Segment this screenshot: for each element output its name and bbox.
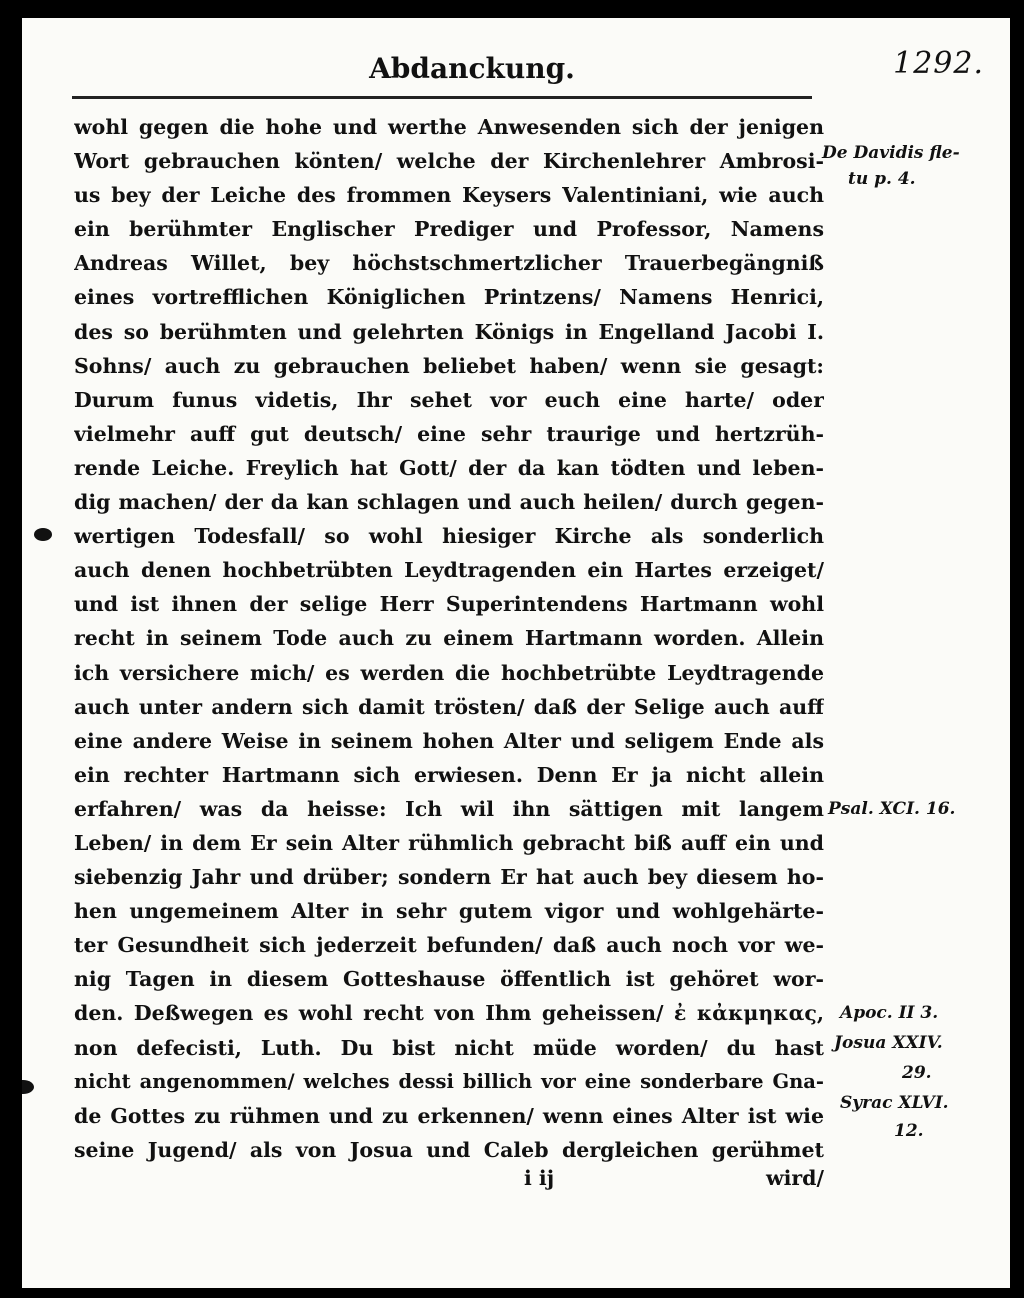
text-line: non defecisti, Luth. Du bist nicht müde worden/ du hast xyxy=(74,1035,824,1060)
ink-blot xyxy=(34,528,52,541)
margin-note-psalm: Psal. XCI. 16. xyxy=(828,799,956,819)
text-line: ich versichere mich/ es werden die hochbetrübte Leydtragende xyxy=(74,660,824,685)
text-line: und ist ihnen der selige Herr Superintendens Hartmann wohl xyxy=(74,592,824,617)
signature-mark: i ij xyxy=(524,1166,555,1190)
ink-blot xyxy=(22,1080,34,1094)
scanned-page xyxy=(22,18,1010,1288)
text-line: eines vortrefflichen Königlichen Printzens/ Namens Henrici, xyxy=(74,285,824,310)
text-line: recht in seinem Tode auch zu einem Hartmann worden. Allein xyxy=(74,626,824,651)
text-line: dig machen/ der da kan schlagen und auch heilen/ durch gegen- xyxy=(74,490,824,515)
page-number: 1292. xyxy=(893,46,984,81)
text-line: nig Tagen in diesem Gotteshause öffentlich ist gehöret wor- xyxy=(74,967,824,992)
margin-note-davidis-page: tu p. 4. xyxy=(848,169,916,189)
text-line: Andreas Willet, bey höchstschmertzlicher Trauerbegängniß xyxy=(74,251,824,276)
margin-note-josua-verse: 29. xyxy=(902,1063,932,1083)
text-line: ein rechter Hartmann sich erwiesen. Denn Er ja nicht allein xyxy=(74,762,824,787)
text-line: wohl gegen die hohe und werthe Anwesenden sich der jenigen xyxy=(74,115,824,139)
running-header: Abdanckung. xyxy=(369,52,575,85)
text-line: auch denen hochbetrübten Leydtragenden ein Hartes erzeiget/ xyxy=(74,558,824,583)
text-line: den. Deßwegen es wohl recht von Ihm geheissen/ ἐ κἀκμηκας, xyxy=(74,1001,824,1026)
text-line: auch unter andern sich damit trösten/ daß der Selige auch auff xyxy=(74,694,824,719)
text-line: us bey der Leiche des frommen Keysers Valentiniani, wie auch xyxy=(74,183,824,208)
margin-note-syrac: Syrac XLVI. xyxy=(840,1093,949,1113)
text-line: Leben/ in dem Er sein Alter rühmlich gebracht biß auff ein und xyxy=(74,830,824,855)
text-line: hen ungemeinem Alter in sehr gutem vigor und wohlgehärte- xyxy=(74,899,824,924)
text-line: rende Leiche. Freylich hat Gott/ der da kan tödten und leben- xyxy=(74,455,824,480)
text-line: Wort gebrauchen könten/ welche der Kirchenlehrer Ambrosi- xyxy=(74,149,824,174)
catchword: wird/ xyxy=(765,1166,824,1190)
text-line: des so berühmten und gelehrten Königs in Engelland Jacobi I. xyxy=(74,319,824,344)
text-line: eine andere Weise in seinem hohen Alter und seligem Ende als xyxy=(74,728,824,753)
text-line: erfahren/ was da heisse: Ich wil ihn sättigen mit langem xyxy=(74,796,824,821)
text-line: siebenzig Jahr und drüber; sondern Er hat auch bey diesem ho- xyxy=(74,865,824,890)
text-line: nicht angenommen/ welches dessi billich vor eine sonderbare Gna- xyxy=(74,1069,824,1093)
text-line: de Gottes zu rühmen und zu erkennen/ wenn eines Alter ist wie xyxy=(74,1103,824,1128)
margin-note-apoc: Apoc. II 3. xyxy=(840,1003,939,1023)
text-line: ein berühmter Englischer Prediger und Professor, Namens xyxy=(74,217,824,242)
text-line: seine Jugend/ als von Josua und Caleb dergleichen gerühmet xyxy=(74,1137,824,1162)
margin-note-josua: Josua XXIV. xyxy=(834,1033,943,1053)
text-line: Durum funus videtis, Ihr sehet vor euch eine harte/ oder xyxy=(74,387,824,412)
body-text xyxy=(74,110,824,1167)
text-line: vielmehr auff gut deutsch/ eine sehr traurige und hertzrüh- xyxy=(74,421,824,446)
header-rule xyxy=(72,96,812,99)
text-line: wertigen Todesfall/ so wohl hiesiger Kirche als sonderlich xyxy=(74,524,824,549)
margin-note-syrac-verse: 12. xyxy=(894,1121,924,1141)
margin-note-davidis: De Davidis fle- xyxy=(822,143,960,163)
text-line: Sohns/ auch zu gebrauchen beliebet haben/ wenn sie gesagt: xyxy=(74,353,824,378)
text-line: ter Gesundheit sich jederzeit befunden/ daß auch noch vor we- xyxy=(74,933,824,958)
